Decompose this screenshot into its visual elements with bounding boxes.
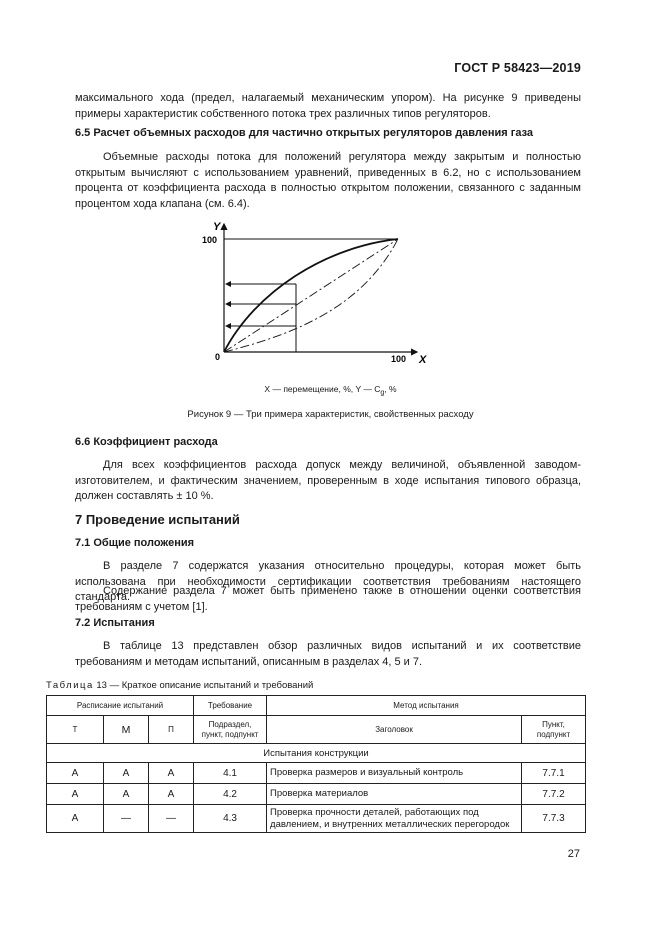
section-7-2-text: В таблице 13 представлен обзор различных видов испытаний и их соответствие требованиям и методам испытаний, описанным в разделах 4, 5 и 7.	[75, 640, 581, 668]
x-axis-label: X	[419, 354, 427, 366]
y-tick-100: 100	[202, 235, 218, 245]
cell-title: Проверка размеров и визуальный контроль	[267, 763, 522, 784]
cell-req: 4.1	[194, 763, 267, 784]
figure-caption: Рисунок 9 — Три примера характеристик, свойственных расходу	[187, 409, 474, 420]
legend-subscript: g	[380, 388, 385, 397]
section-6-5-text: Объемные расходы потока для положений регулятора между закрытым и полностью открытым вычисляют с использованием уравнений, приведенных в 6.2, но с использованием процента от коэффициента расхода в полностью открытом положении, связанного с заданным процентом хода клапана (см. 6.4).	[75, 151, 581, 210]
figure-9	[195, 212, 435, 372]
table-caption-text: 13 — Краткое описание испытаний и требований	[93, 680, 314, 691]
cell-p: А	[149, 784, 194, 805]
group-label: Испытания конструкции	[47, 744, 586, 763]
tests-table	[46, 695, 586, 833]
th-t: Т	[47, 716, 104, 744]
figure-legend	[0, 384, 661, 397]
section-6-6-heading: 6.6 Коэффициент расхода	[75, 436, 218, 448]
cell-m: А	[104, 784, 149, 805]
cell-title: Проверка материалов	[267, 784, 522, 805]
table-header-row-1	[47, 696, 586, 716]
cell-m: А	[104, 763, 149, 784]
section-7-heading: 7 Проведение испытаний	[75, 512, 240, 527]
section-7-1-text-2: Содержание раздела 7 может быть применено также в отношении оценки соответствия требованиям с учетом [1].	[75, 585, 581, 613]
cell-t: А	[47, 805, 104, 833]
cell-clause: 7.7.1	[522, 763, 586, 784]
th-m: М	[104, 716, 149, 744]
y-axis-label: Y	[213, 221, 221, 233]
th-schedule: Расписание испытаний	[47, 696, 194, 716]
x-tick-100: 100	[391, 354, 407, 364]
cell-t: А	[47, 784, 104, 805]
curve-linear	[224, 239, 398, 352]
legend-tail: , %	[384, 384, 397, 394]
section-7-1-text-1: В разделе 7 содержатся указания относительно процедуры, которая может быть использована при необходимости сертификации соответствия требованиям настоящего стандарта.	[75, 560, 581, 604]
th-requirement: Требование	[194, 696, 267, 716]
origin-tick-0: 0	[215, 352, 221, 362]
th-subsection: Подраздел, пункт, подпункт	[194, 716, 267, 744]
paragraph-intro: максимального хода (предел, налагаемый механическим упором). На рисунке 9 приведены примеры характеристик собственного потока трех различных типов регуляторов.	[75, 92, 581, 120]
section-7-2-heading: 7.2 Испытания	[75, 617, 155, 629]
cell-title: Проверка прочности деталей, работающих под давлением, и внутренних металлических перегородок	[267, 805, 522, 833]
section-6-5-heading: 6.5 Расчет объемных расходов для частично открытых регуляторов давления газа	[75, 127, 534, 139]
cell-clause: 7.7.3	[522, 805, 586, 833]
cell-clause: 7.7.2	[522, 784, 586, 805]
table-row	[47, 805, 586, 833]
table-caption	[46, 680, 313, 691]
table-header-row-2	[47, 716, 586, 744]
th-clause: Пункт, подпункт	[522, 716, 586, 744]
th-title: Заголовок	[267, 716, 522, 744]
section-7-1-heading: 7.1 Общие положения	[75, 537, 195, 549]
legend-main: X — перемещение, %, Y — C	[264, 384, 381, 394]
th-method: Метод испытания	[267, 696, 586, 716]
cell-req: 4.3	[194, 805, 267, 833]
table-caption-prefix: Таблица	[46, 680, 94, 691]
cell-p: А	[149, 763, 194, 784]
cell-t: А	[47, 763, 104, 784]
cell-p: —	[149, 805, 194, 833]
section-6-6-text: Для всех коэффициентов расхода допуск между величиной, объявленной заводом-изготовителем, и фактическим значением, проверенным в ходе испытания типового образца, должен составлять ± 10 %.	[75, 459, 581, 503]
flow-characteristic-chart	[195, 212, 435, 372]
standard-header: ГОСТ Р 58423—2019	[454, 61, 581, 75]
cell-m: —	[104, 805, 149, 833]
table-group-row	[47, 744, 586, 763]
table-row	[47, 763, 586, 784]
cell-req: 4.2	[194, 784, 267, 805]
table-row	[47, 784, 586, 805]
th-p: П	[149, 716, 194, 744]
page-number: 27	[567, 848, 580, 860]
